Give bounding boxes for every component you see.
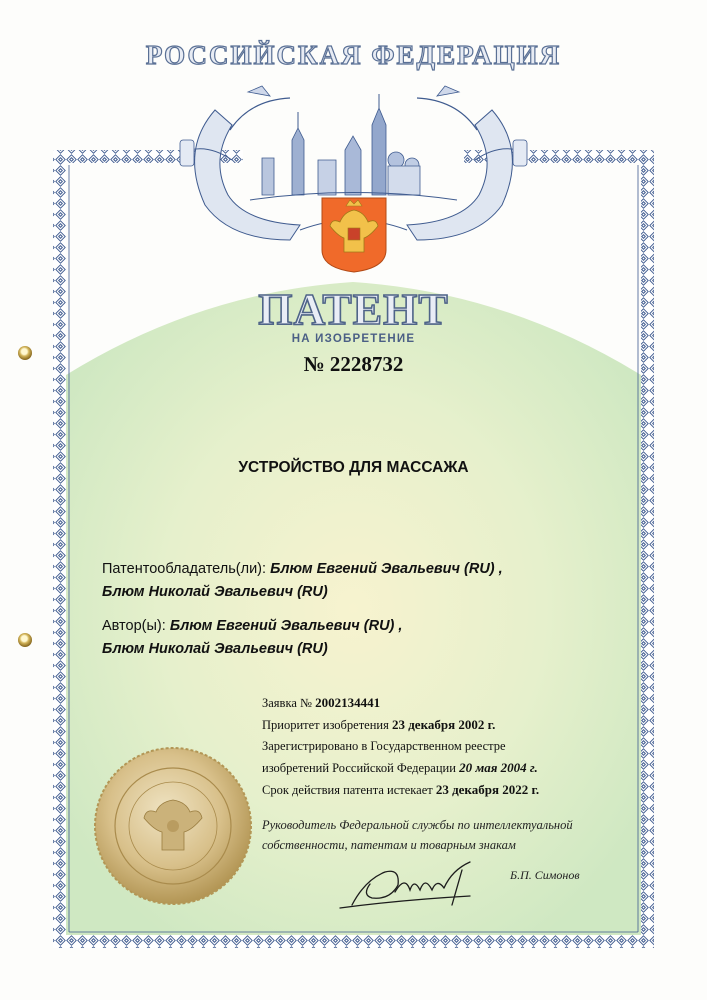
- registered-line1: Зарегистрировано в Государственном реестре: [262, 739, 506, 753]
- author-name: Блюм Николай Эвальевич (RU): [102, 641, 328, 657]
- priority-label: Приоритет изобретения: [262, 718, 389, 732]
- priority-date: 23 декабря 2002 г.: [391, 717, 496, 732]
- coat-of-arms-icon: [322, 198, 386, 272]
- border-bottom: [53, 935, 654, 948]
- author-name: Блюм Евгений Эвальевич (RU) ,: [169, 618, 403, 634]
- patent-number: [0, 352, 707, 377]
- invention-title: УСТРОЙСТВО ДЛЯ МАССАЖА: [238, 459, 469, 476]
- registered-line2: изобретений Российской Федерации: [262, 761, 456, 775]
- owner-name: Блюм Евгений Эвальевич (RU) ,: [270, 561, 503, 577]
- owners-label: Патентообладатель(ли):: [102, 561, 267, 577]
- official-seal-icon: [95, 748, 251, 904]
- registration-details: [262, 692, 642, 801]
- validity-date: 23 декабря 2022 г.: [435, 782, 540, 797]
- validity-label: Срок действия патента истекает: [262, 783, 433, 797]
- number-prefix: №: [303, 352, 325, 376]
- application-label: Заявка №: [262, 696, 312, 710]
- border-left: [53, 150, 66, 940]
- binder-hole-icon: [18, 346, 32, 360]
- document-title: ПАТЕНТ: [258, 285, 449, 334]
- owner-name: Блюм Николай Эвальевич (RU): [102, 584, 328, 600]
- binder-hole-icon: [18, 633, 32, 647]
- patent-authors: [102, 615, 622, 661]
- application-number: 2002134441: [315, 695, 381, 710]
- country-name: РОССИЙСКАЯ ФЕДЕРАЦИЯ: [145, 40, 562, 70]
- authors-label: Автор(ы):: [102, 618, 166, 634]
- signatory-name: Б.П. Симонов: [510, 868, 580, 882]
- number-value: 2228732: [329, 352, 404, 376]
- border-right: [641, 150, 654, 940]
- document-subtitle: НА ИЗОБРЕТЕНИЕ: [291, 333, 416, 345]
- registered-date: 20 мая 2004 г.: [459, 760, 538, 775]
- official-line2: собственности, патентам и товарным знакам: [262, 838, 516, 852]
- patent-owners: [102, 558, 622, 604]
- official-title: [262, 815, 642, 855]
- official-line1: Руководитель Федеральной службы по интеллектуальной: [262, 818, 573, 832]
